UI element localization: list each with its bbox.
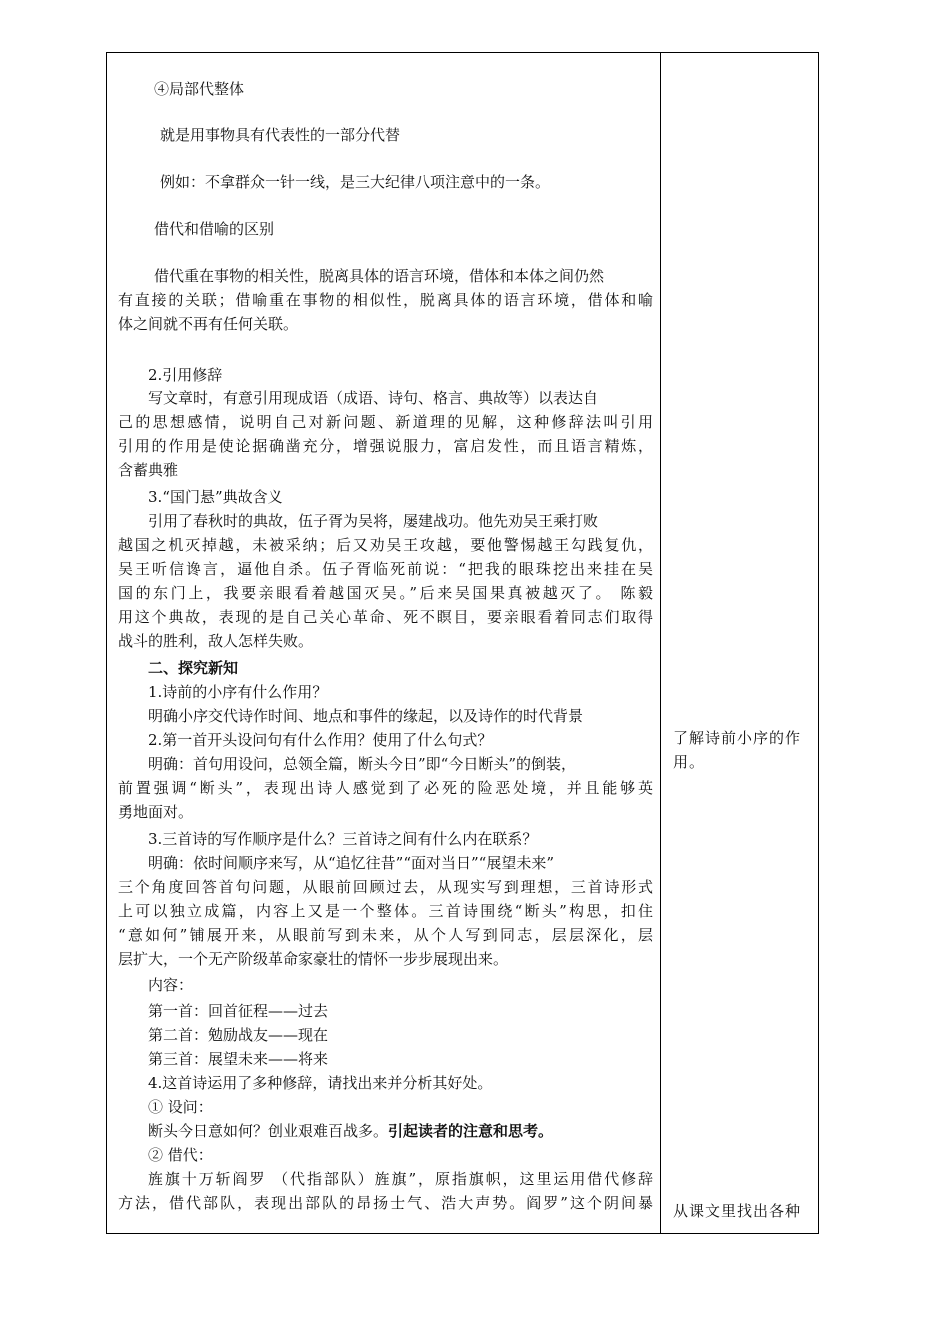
text-line: 战斗的胜利，敌人怎样失败。 [118,632,314,650]
note-line: 了解诗前小序的作 [673,729,802,747]
text-line: ① 设问： [148,1098,213,1116]
main-column [118,53,653,1233]
note-line: 从课文里找出各种 [673,1202,802,1220]
text-line [148,1119,553,1143]
question-line: 1.诗前的小序有什么作用？ [148,683,328,701]
text-line: 方法，借代部队，表现出部队的昂扬士气、浩大声势。阎罗”这个阴间暴 [118,1194,653,1212]
text-line: 吴王听信谗言，逼他自杀。伍子胥临死前说：“把我的眼珠挖出来挂在吴 [118,560,653,578]
text-line: 前置强调“断头”，表现出诗人感觉到了必死的险恶处境，并且能够英 [118,779,653,797]
text-line: 越国之机灭掉越，未被采纳；后又劝吴王攻越，要他警惕越王勾践复仇， [118,536,653,554]
text-span: 断头今日意如何？创业艰难百战多。 [148,1122,389,1140]
text-line: 明确小序交代诗作时间、地点和事件的缘起，以及诗作的时代背景 [148,707,584,725]
text-line: 有直接的关联；借喻重在事物的相似性，脱离具体的语言环境，借体和喻 [118,291,653,309]
column-divider [660,53,661,1233]
text-line: 借代重在事物的相关性，脱离具体的语言环境，借体和本体之间仍然 [154,267,605,285]
text-line: 体之间就不再有任何关联。 [118,315,299,333]
text-line: 第二首：勉励战友——现在 [148,1026,329,1044]
section-heading: 二、探究新知 [148,659,239,677]
question-line: 3.三首诗的写作顺序是什么？三首诗之间有什么内在联系？ [148,830,538,848]
text-line: “意如何”铺展开来，从眼前写到未来，从个人写到同志，层层深化，层 [118,926,653,944]
text-line: 引用了春秋时的典故，伍子胥为吴将，屡建战功。他先劝吴王乘打败 [148,512,599,530]
lesson-table [106,52,819,1234]
text-line: 层扩大，一个无产阶级革命家豪壮的情怀一步步展现出来。 [118,950,509,968]
text-line: 借代和借喻的区别 [154,220,275,238]
text-line: 第一首：回首征程——过去 [148,1002,329,1020]
text-line: ④局部代整体 [154,80,245,98]
note-line: 用。 [673,753,706,771]
text-line: ② 借代： [148,1146,213,1164]
text-line: 国的东门上，我要亲眼看着越国灭吴。”后来吴国果真被越灭了。 陈毅 [118,584,653,602]
question-line: 4.这首诗运用了多种修辞，请找出来并分析其好处。 [148,1074,493,1092]
text-line: 第三首：展望未来——将来 [148,1050,329,1068]
text-line: 三个角度回答首句问题，从眼前回顾过去，从现实写到理想，三首诗形式 [118,878,653,896]
text-line: 例如：不拿群众一针一线，是三大纪律八项注意中的一条。 [160,173,551,191]
text-line: 含蓄典雅 [118,461,179,479]
section-heading: 2.引用修辞 [148,366,223,384]
text-line: 己的思想感情，说明自己对新问题、新道理的见解，这种修辞法叫引用 [118,413,653,431]
text-line: 上可以独立成篇，内容上又是一个整体。三首诗围绕“断头”构思，扣住 [118,902,653,920]
text-line: 勇地面对。 [118,803,194,821]
bold-text-span: 引起读者的注意和思考。 [388,1122,554,1140]
text-line: 内容： [148,976,194,994]
text-line: 用这个典故，表现的是自己关心革命、死不瞑目，要亲眼看着同志们取得 [118,608,653,626]
notes-column [667,53,817,1233]
section-heading: 3.“国门悬”典故含义 [148,488,283,506]
text-line: 明确：依时间顺序来写，从“追忆往昔”“面对当日”“展望未来” [148,854,555,872]
text-line: 明确：首句用设问，总领全篇，断头今日”即“今日断头”的倒装， [148,755,577,773]
question-line: 2.第一首开头设问句有什么作用？使用了什么句式？ [148,731,493,749]
text-line: 写文章时，有意引用现成语（成语、诗句、格言、典故等）以表达自 [148,389,599,407]
text-line: 旌旗十万斩阎罗 （代指部队）旌旗”，原指旗帜，这里运用借代修辞 [148,1170,653,1188]
text-line: 引用的作用是使论据确凿充分，增强说服力，富启发性，而且语言精炼， [118,437,653,455]
text-line: 就是用事物具有代表性的一部分代替 [160,126,401,144]
